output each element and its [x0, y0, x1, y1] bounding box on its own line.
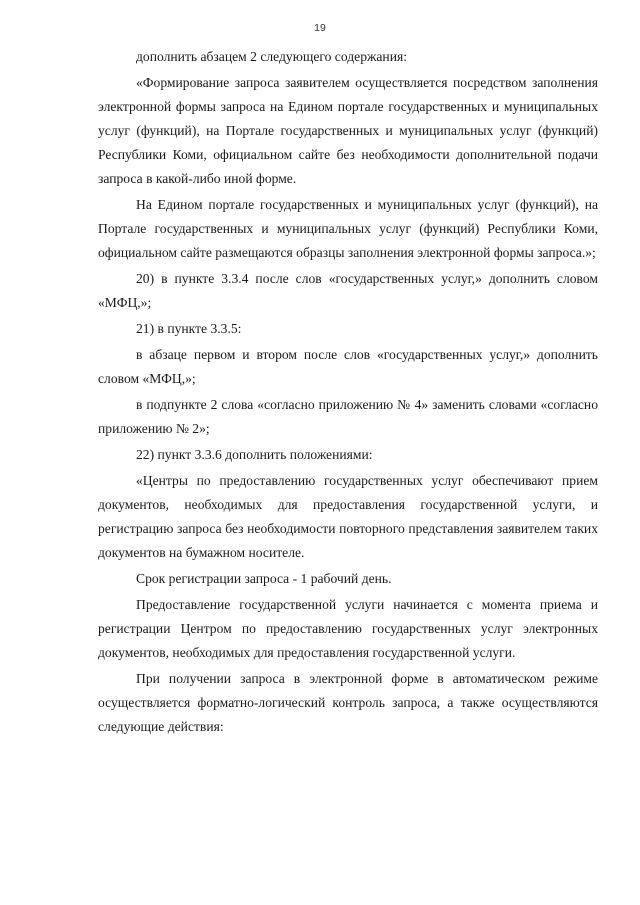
paragraph-item-21-first-abzac: в абзаце первом и втором после слов «государственных услуг,» дополнить словом «МФЦ,»;: [98, 347, 598, 386]
paragraph-request-formation: «Формирование запроса заявителем осуществляется посредством заполнения электронной формы запроса на Едином портале государственных и муниципальных услуг (функций), на Портале государственных и муниципальных услуг (функций) Республики Коми, официальном сайте без необходимости дополнительной подачи запроса в какой-либо иной форме.: [98, 75, 598, 186]
page-number: 19: [314, 22, 326, 34]
paragraph-form-samples: На Едином портале государственных и муниципальных услуг (функций), на Портале государственных и муниципальных услуг (функций) Республики Коми, официальном сайте размещаются образцы заполнения электронной формы запроса.»;: [98, 197, 598, 260]
paragraph-automatic-control: При получении запроса в электронной форме в автоматическом режиме осуществляется форматно-логический контроль запроса, а также осуществляются следующие действия:: [98, 671, 598, 734]
paragraph-service-start: Предоставление государственной услуги начинается с момента приема и регистрации Центром по предоставлению государственных услуг электронных документов, необходимых для предоставления государственной услуги.: [98, 597, 598, 660]
paragraph-registration-term: Срок регистрации запроса - 1 рабочий день.: [136, 571, 392, 586]
paragraph-item-20: 20) в пункте 3.3.4 после слов «государственных услуг,» дополнить словом «МФЦ,»;: [98, 271, 598, 310]
paragraph-intro: дополнить абзацем 2 следующего содержания:: [136, 49, 407, 64]
paragraph-item-21-subitem-2: в подпункте 2 слова «согласно приложению № 4» заменить словами «согласно приложению № 2»;: [98, 397, 598, 436]
paragraph-centers-reception: «Центры по предоставлению государственных услуг обеспечивают прием документов, необходимых для предоставления государственной услуги, и регистрацию запроса без необходимости повторного представления заявителем таких документов на бумажном носителе.: [98, 473, 598, 560]
paragraph-item-22: 22) пункт 3.3.6 дополнить положениями:: [136, 447, 373, 462]
paragraph-item-21: 21) в пункте 3.3.5:: [136, 321, 242, 336]
document-body: [98, 45, 598, 741]
